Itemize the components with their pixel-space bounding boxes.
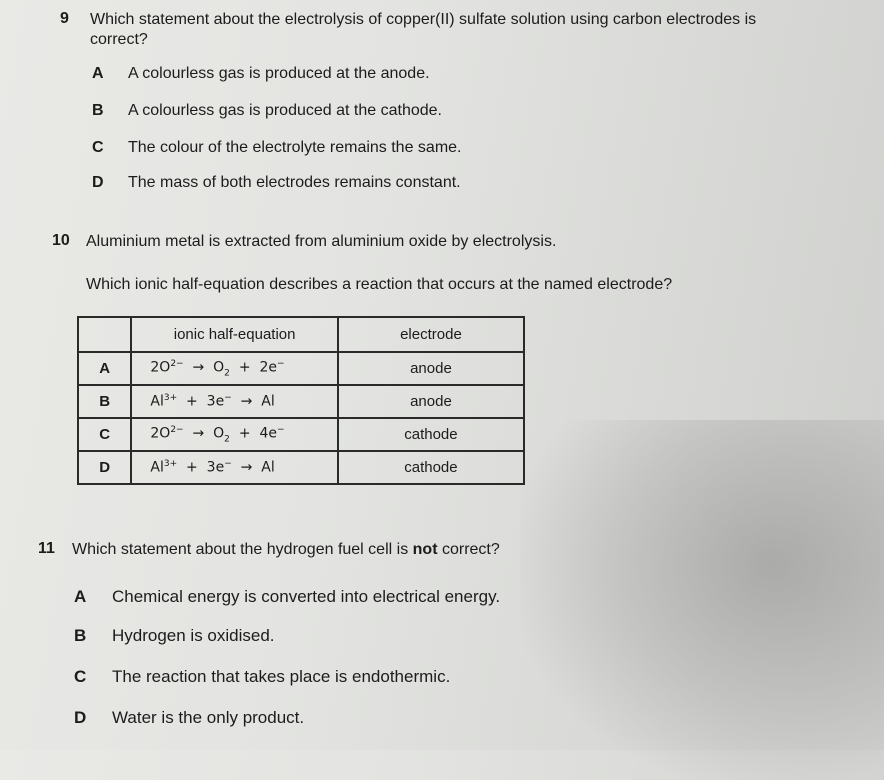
row-electrode: anode [338, 385, 524, 418]
q11-option-d-letter[interactable]: D [74, 708, 87, 727]
eq-electrons: 3e [206, 459, 225, 476]
row-letter: A [78, 352, 131, 385]
eq-rhs-subscript: 2 [224, 434, 230, 445]
row-letter: D [78, 451, 131, 484]
table-row[interactable] [78, 352, 524, 385]
eq-rhs: O [213, 425, 225, 442]
eq-arrow: → [192, 425, 205, 442]
eq-plus: + [186, 393, 198, 410]
row-letter: C [78, 418, 131, 451]
question-10-text: Aluminium metal is extracted from aluminium oxide by electrolysis. [86, 233, 557, 250]
q11-option-b-letter[interactable]: B [74, 626, 87, 645]
table-row[interactable] [78, 451, 524, 484]
q9-option-b-letter[interactable]: B [92, 102, 104, 119]
eq-electron-charge: − [276, 424, 285, 435]
q9-option-c-text[interactable]: The colour of the electrolyte remains the same. [128, 139, 462, 156]
table-header-blank [78, 317, 131, 352]
q11-option-b-text[interactable]: Hydrogen is oxidised. [112, 626, 275, 645]
row-electrode: cathode [338, 451, 524, 484]
question-11-text-before: Which statement about the hydrogen fuel cell is [72, 541, 413, 558]
eq-electron-charge: − [276, 358, 285, 369]
eq-lhs-charge: 3+ [163, 459, 178, 470]
question-11-text-after: correct? [437, 541, 500, 558]
half-equation-table [77, 316, 525, 485]
table-row[interactable] [78, 385, 524, 418]
eq-rhs: O [213, 359, 225, 376]
q9-option-b-text[interactable]: A colourless gas is produced at the cathode. [128, 102, 442, 119]
question-11-text-emphasis: not [412, 541, 438, 558]
q11-option-c-letter[interactable]: C [74, 667, 87, 686]
question-10-subtext: Which ionic half-equation describes a reaction that occurs at the named electrode? [86, 276, 673, 293]
eq-arrow: → [240, 393, 253, 410]
question-11-number: 11 [38, 540, 55, 557]
question-9-number: 9 [60, 10, 69, 27]
eq-electrons: 3e [206, 393, 225, 410]
q11-option-a-letter[interactable]: A [74, 587, 87, 606]
eq-lhs: 2O [150, 359, 171, 376]
eq-arrow: → [240, 459, 253, 476]
half-equation [131, 352, 338, 385]
q9-option-c-letter[interactable]: C [92, 139, 104, 156]
page-shadow [520, 420, 884, 780]
eq-rhs-subscript: 2 [224, 368, 230, 379]
question-9-line2: correct? [90, 31, 148, 48]
question-10-number: 10 [52, 232, 70, 249]
eq-lhs-charge: 2− [170, 424, 184, 435]
eq-lhs: Al [150, 393, 164, 410]
question-11-text [72, 540, 500, 560]
table-header-equation: ionic half-equation [131, 317, 338, 352]
q9-option-a-letter[interactable]: A [92, 65, 104, 82]
eq-rhs: Al [261, 393, 275, 410]
row-electrode: anode [338, 352, 524, 385]
eq-plus: + [238, 359, 251, 376]
half-equation [131, 451, 338, 484]
eq-electron-charge: − [224, 393, 232, 404]
eq-lhs: 2O [150, 425, 171, 442]
eq-electrons: 2e [259, 359, 277, 376]
question-9-text [90, 10, 860, 50]
eq-lhs-charge: 3+ [163, 393, 178, 404]
eq-arrow: → [192, 359, 205, 376]
q11-option-d-text[interactable]: Water is the only product. [112, 708, 305, 727]
eq-lhs-charge: 2− [170, 358, 184, 369]
eq-plus: + [238, 425, 251, 442]
table-row[interactable] [78, 418, 524, 451]
q11-option-c-text[interactable]: The reaction that takes place is endothermic. [112, 667, 451, 686]
eq-lhs: Al [150, 459, 164, 476]
q9-option-d-text[interactable]: The mass of both electrodes remains constant. [128, 174, 461, 191]
eq-rhs: Al [261, 459, 275, 476]
table-header-row [78, 317, 524, 352]
eq-electron-charge: − [224, 459, 232, 470]
eq-plus: + [186, 459, 198, 476]
q11-option-a-text[interactable]: Chemical energy is converted into electrical energy. [112, 587, 501, 606]
half-equation [131, 385, 338, 418]
question-9-line1: Which statement about the electrolysis of copper(II) sulfate solution using carbon electrodes is [90, 11, 757, 28]
table-header-electrode: electrode [338, 317, 524, 352]
eq-electrons: 4e [259, 425, 277, 442]
row-letter: B [78, 385, 131, 418]
q9-option-a-text[interactable]: A colourless gas is produced at the anode. [128, 65, 430, 82]
row-electrode: cathode [338, 418, 524, 451]
half-equation [131, 418, 338, 451]
q9-option-d-letter[interactable]: D [92, 174, 104, 191]
